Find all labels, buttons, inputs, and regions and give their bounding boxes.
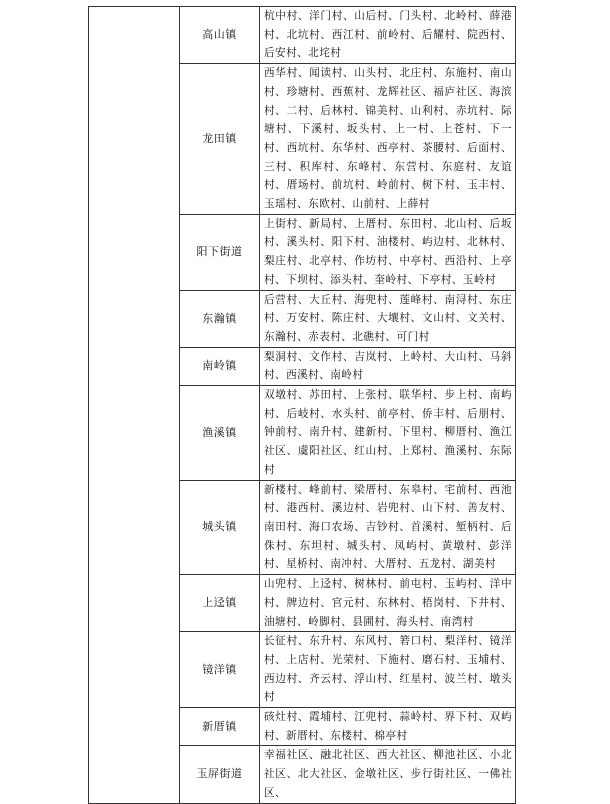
village-list: 双墩村、苏田村、上张村、联华村、步上村、南屿村、后岐村、水头村、前亭村、侨丰村、后朋村、钟前村、南升村、建新村、下里村、柳厝村、渔江社区、虞阳社区、红山村、上郑村、渔溪村、东际村 bbox=[260, 386, 516, 481]
town-name: 城头镇 bbox=[180, 480, 260, 575]
village-table bbox=[88, 6, 516, 804]
village-list: 新楼村、峰前村、梁厝村、东皋村、宅前村、西池村、港西村、溪边村、岩兜村、山下村、善友村、南田村、海口农场、吉钞村、首溪村、堑柄村、后侏村、东坦村、城头村、凤屿村、黄墩村、彭洋村、星桥村、南冲村、大厝村、五龙村、湖美村 bbox=[260, 480, 516, 575]
town-name: 南岭镇 bbox=[180, 347, 260, 385]
village-list: 硋灶村、霞埔村、江兜村、蒜岭村、界下村、双屿村、新厝村、东楼村、棉亭村 bbox=[260, 708, 516, 746]
town-name: 渔溪镇 bbox=[180, 386, 260, 481]
village-list: 上街村、新局村、上厝村、东田村、北山村、后坂村、溪头村、阳下村、油楼村、屿边村、北林村、梨庄村、北亭村、作坊村、中亭村、西沿村、上亭村、下坝村、添头村、奎岭村、下亭村、玉岭村 bbox=[260, 214, 516, 290]
town-name: 龙田镇 bbox=[180, 64, 260, 215]
village-list: 西华村、闻读村、山头村、北庄村、东施村、南山村、珍塘村、西蕉村、龙辉社区、福庐社区、海滨村、二村、后林村、锦美村、山利村、赤坑村、际塘村、下溪村、坂头村、上一村、上苍村、下一村、西坑村、东华村、西亭村、茶腰村、后面村、三村、积库村、东峰村、东营村、东庭村、友谊村、厝场村、前坑村、岭前村、树下村、玉丰村、玉瑶村、东欧村、山前村、上薛村 bbox=[260, 64, 516, 215]
town-name: 新厝镇 bbox=[180, 708, 260, 746]
town-name: 东瀚镇 bbox=[180, 290, 260, 347]
town-name: 高山镇 bbox=[180, 7, 260, 64]
village-list: 后营村、大丘村、海兜村、莲峰村、南浔村、东庄村、万安村、陈庄村、大壤村、文山村、文关村、东瀚村、赤表村、北礁村、可门村 bbox=[260, 290, 516, 347]
village-list: 幸福社区、融北社区、西大社区、柳池社区、小北社区、北大社区、金墩社区、步行街社区、一佛社区、 bbox=[260, 746, 516, 803]
town-name: 镜洋镇 bbox=[180, 632, 260, 708]
town-name: 上迳镇 bbox=[180, 575, 260, 632]
table-row bbox=[89, 7, 516, 64]
region-cell bbox=[89, 7, 180, 804]
town-name: 玉屏街道 bbox=[180, 746, 260, 803]
village-list: 山兜村、上迳村、树林村、前屯村、玉屿村、洋中村、牌边村、官元村、东林村、梧岗村、下井村、油塘村、岭脚村、县圃村、海头村、南湾村 bbox=[260, 575, 516, 632]
town-name: 阳下街道 bbox=[180, 214, 260, 290]
village-list: 梨洞村、文作村、吉岚村、上岭村、大山村、马斜村、西溪村、南岭村 bbox=[260, 347, 516, 385]
village-list: 杭中村、洋门村、山后村、门头村、北岭村、薛港村、北坑村、西江村、前岭村、后耀村、院西村、后安村、北垞村 bbox=[260, 7, 516, 64]
village-list: 长征村、东升村、东风村、箬口村、梨洋村、镜洋村、上店村、光荣村、下施村、磨石村、玉埔村、西边村、齐云村、浮山村、红星村、波兰村、墩头村 bbox=[260, 632, 516, 708]
